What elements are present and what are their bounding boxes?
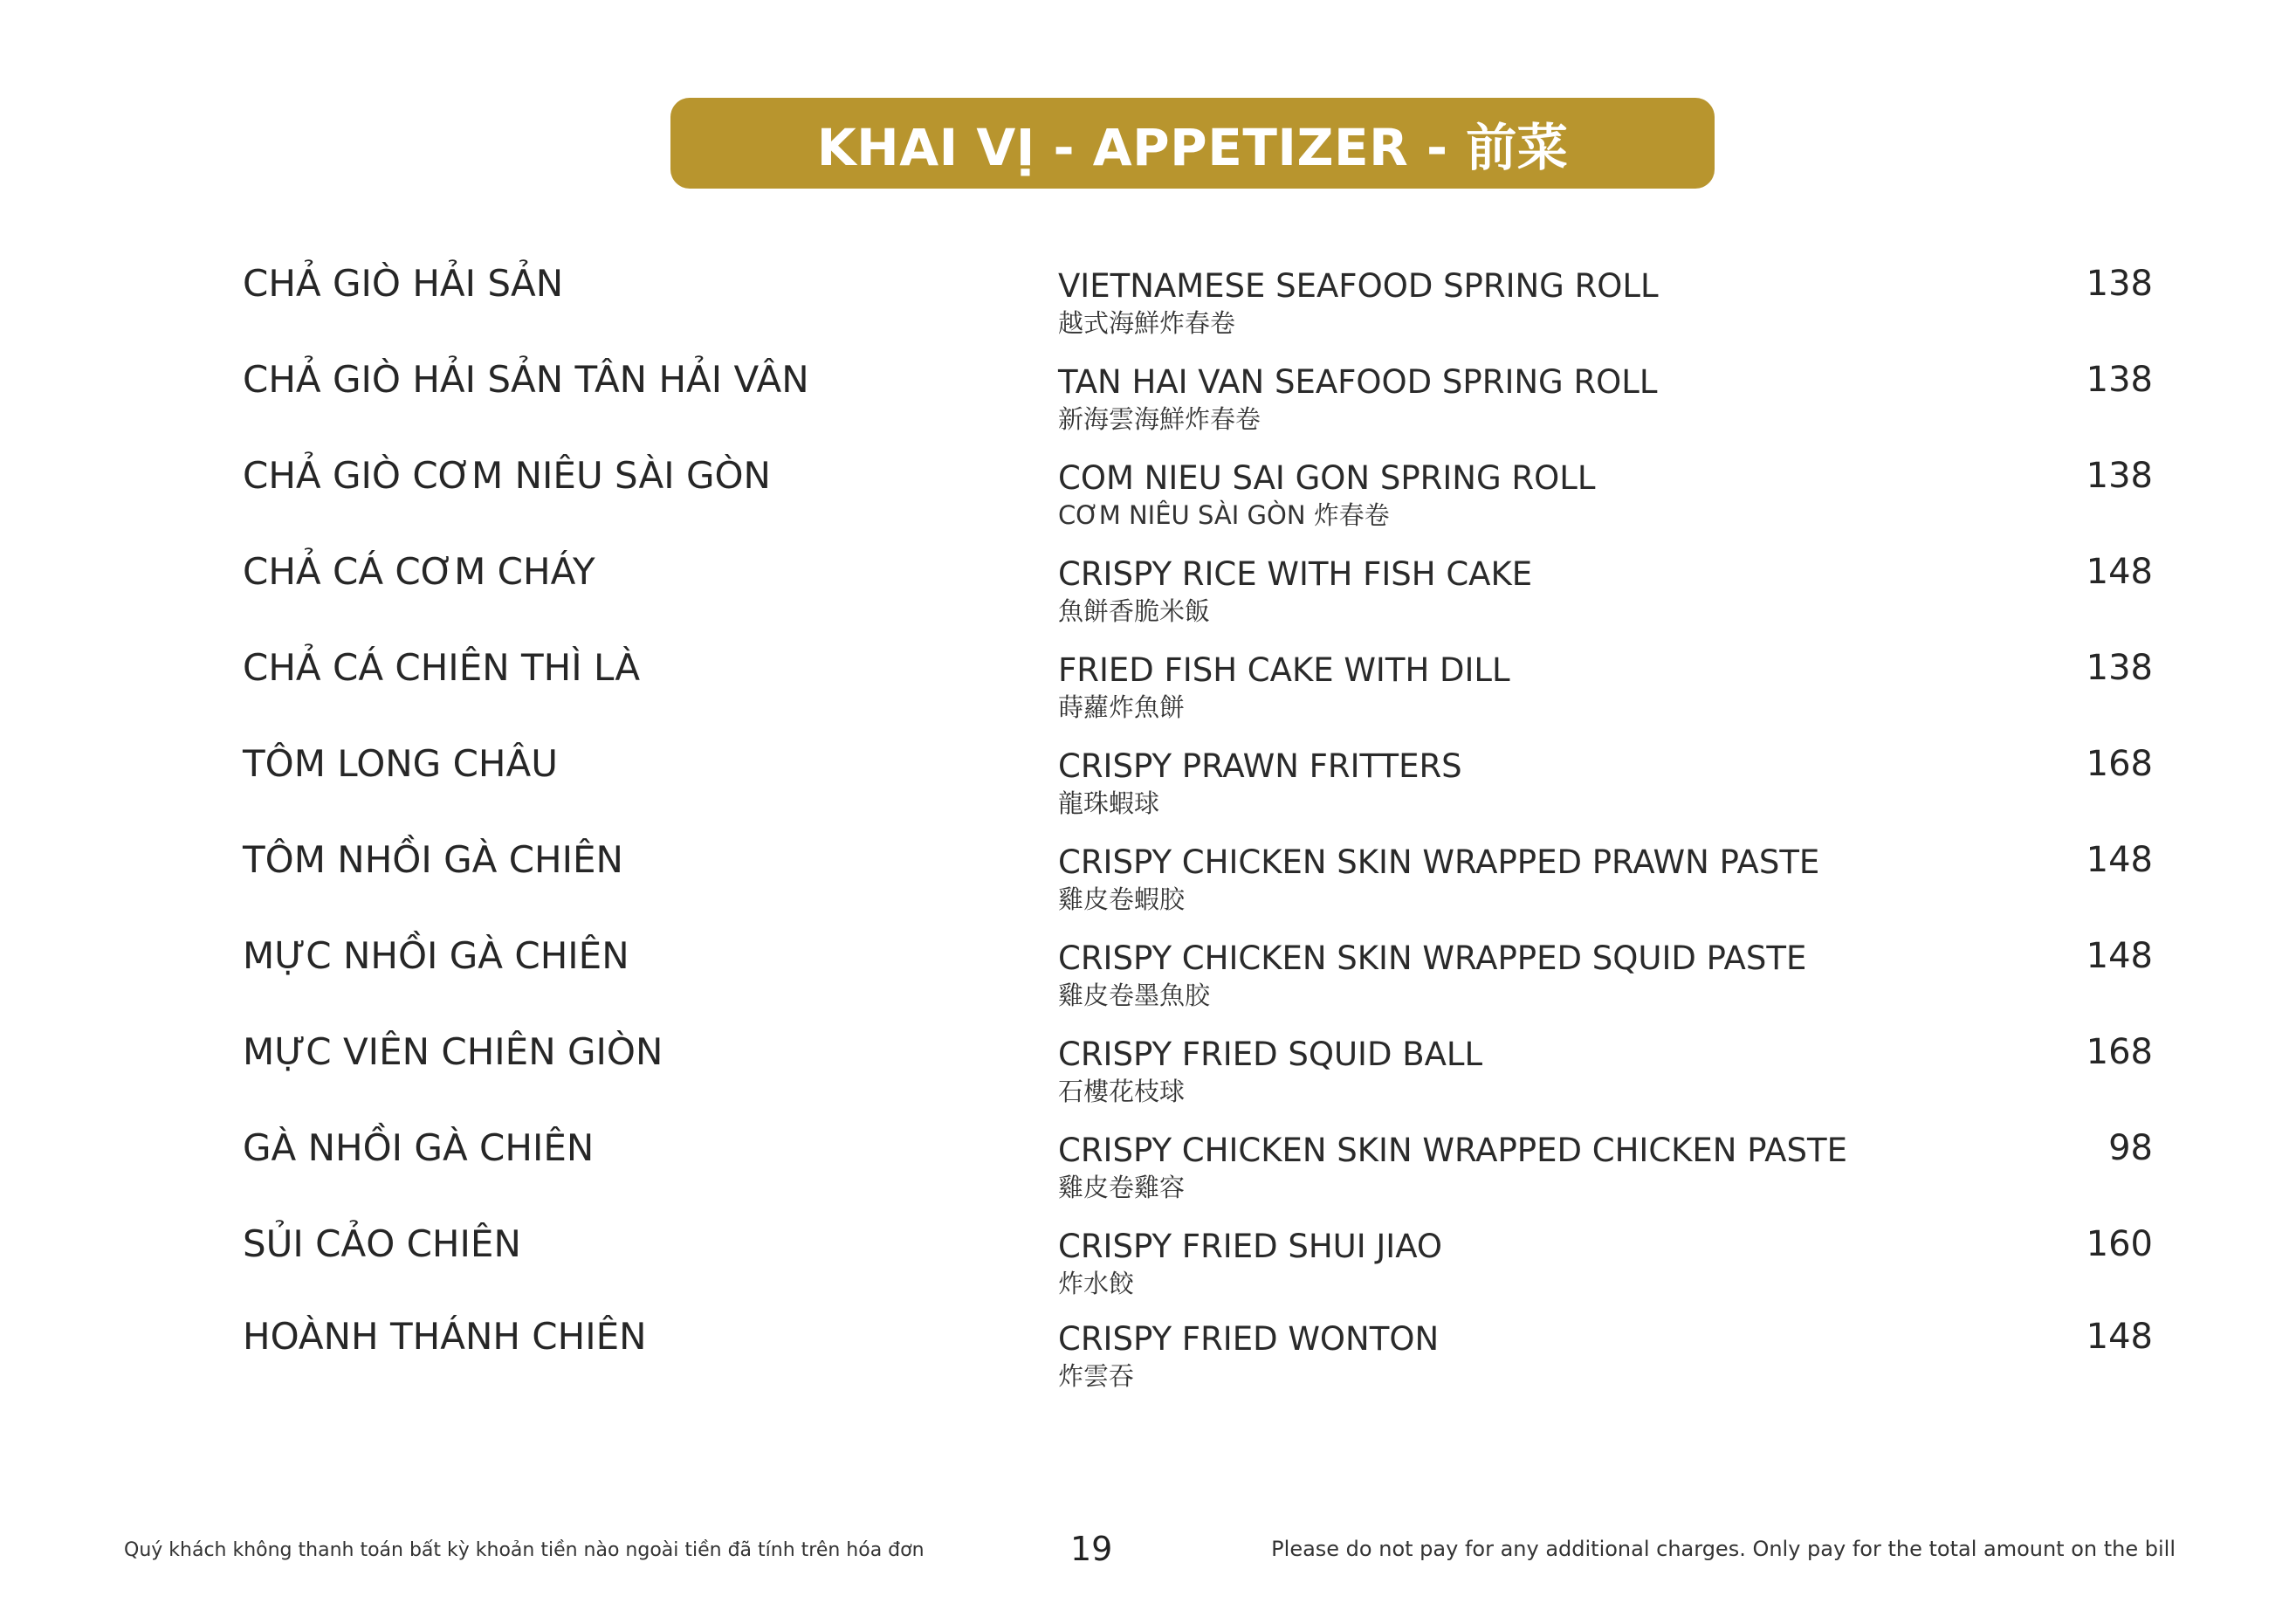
- item-name-chinese: 雞皮卷雞容: [1058, 1173, 1186, 1202]
- menu-item: [0, 355, 2296, 443]
- item-name-english: CRISPY FRIED WONTON: [1058, 1320, 1440, 1358]
- item-price: 98: [2108, 1128, 2153, 1168]
- item-name-english: COM NIEU SAI GON SPRING ROLL: [1058, 459, 1596, 497]
- item-name-vietnamese: TÔM NHỒI GÀ CHIÊN: [243, 838, 623, 881]
- item-name-english: CRISPY CHICKEN SKIN WRAPPED PRAWN PASTE: [1058, 843, 1820, 881]
- item-name-english: CRISPY CHICKEN SKIN WRAPPED SQUID PASTE: [1058, 939, 1807, 977]
- item-name-vietnamese: CHẢ GIÒ HẢI SẢN TÂN HẢI VÂN: [243, 358, 809, 401]
- menu-item: [0, 1312, 2296, 1400]
- item-price: 138: [2086, 360, 2153, 400]
- menu-item: [0, 643, 2296, 731]
- menu-item: [0, 451, 2296, 539]
- item-name-english: CRISPY FRIED SHUI JIAO: [1058, 1228, 1443, 1265]
- item-name-vietnamese: CHẢ CÁ CHIÊN THÌ LÀ: [243, 646, 641, 689]
- item-price: 168: [2086, 744, 2153, 784]
- item-name-english: CRISPY PRAWN FRITTERS: [1058, 747, 1462, 785]
- item-name-chinese: 石樓花枝球: [1058, 1077, 1186, 1106]
- footer-note-vietnamese: Quý khách không thanh toán bất kỳ khoản tiền nào ngoài tiền đã tính trên hóa đơn: [124, 1539, 925, 1561]
- section-title: KHAI VỊ - APPETIZER - 前菜: [816, 118, 1569, 177]
- item-name-english: CRISPY FRIED SQUID BALL: [1058, 1036, 1483, 1073]
- item-name-vietnamese: CHẢ GIÒ CƠM NIÊU SÀI GÒN: [243, 454, 771, 497]
- item-name-english: FRIED FISH CAKE WITH DILL: [1058, 651, 1510, 689]
- item-name-vietnamese: TÔM LONG CHÂU: [243, 742, 558, 785]
- item-name-chinese: CƠM NIÊU SÀI GÒN 炸春卷: [1058, 500, 1390, 530]
- item-price: 138: [2086, 648, 2153, 688]
- item-price: 168: [2086, 1032, 2153, 1072]
- item-name-chinese: 炸水餃: [1058, 1269, 1135, 1298]
- item-name-vietnamese: MỰC VIÊN CHIÊN GIÒN: [243, 1030, 663, 1073]
- item-name-chinese: 雞皮卷墨魚胶: [1058, 981, 1211, 1010]
- item-name-english: CRISPY RICE WITH FISH CAKE: [1058, 555, 1533, 593]
- item-name-english: CRISPY CHICKEN SKIN WRAPPED CHICKEN PASTE: [1058, 1132, 1847, 1169]
- menu-item: [0, 932, 2296, 1019]
- item-name-english: VIETNAMESE SEAFOOD SPRING ROLL: [1058, 267, 1659, 305]
- item-price: 148: [2086, 1317, 2153, 1357]
- item-name-vietnamese: GÀ NHỒI GÀ CHIÊN: [243, 1126, 595, 1169]
- item-name-chinese: 越式海鮮炸春卷: [1058, 308, 1236, 338]
- footer-note-english: Please do not pay for any additional charges. Only pay for the total amount on the bill: [1271, 1537, 2176, 1561]
- item-name-chinese: 新海雲海鮮炸春卷: [1058, 404, 1261, 434]
- menu-item: [0, 1124, 2296, 1211]
- item-name-chinese: 蒔蘿炸魚餅: [1058, 692, 1186, 722]
- page-number: 19: [1070, 1530, 1113, 1568]
- item-name-vietnamese: MỰC NHỒI GÀ CHIÊN: [243, 934, 629, 977]
- menu-item: [0, 740, 2296, 827]
- menu-item: [0, 836, 2296, 923]
- item-name-vietnamese: SỦI CẢO CHIÊN: [243, 1222, 521, 1265]
- menu-item: [0, 1220, 2296, 1307]
- item-name-chinese: 魚餅香脆米飯: [1058, 596, 1211, 626]
- menu-item: [0, 259, 2296, 347]
- item-price: 160: [2086, 1224, 2153, 1264]
- item-name-chinese: 龍珠蝦球: [1058, 788, 1160, 818]
- item-price: 148: [2086, 552, 2153, 592]
- item-name-vietnamese: HOÀNH THÁNH CHIÊN: [243, 1315, 647, 1358]
- item-name-chinese: 炸雲吞: [1058, 1361, 1135, 1391]
- item-name-vietnamese: CHẢ CÁ CƠM CHÁY: [243, 550, 595, 593]
- item-price: 148: [2086, 840, 2153, 880]
- item-price: 138: [2086, 264, 2153, 304]
- item-name-english: TAN HAI VAN SEAFOOD SPRING ROLL: [1058, 363, 1658, 401]
- menu-item: [0, 1028, 2296, 1115]
- item-name-vietnamese: CHẢ GIÒ HẢI SẢN: [243, 262, 564, 305]
- item-price: 138: [2086, 456, 2153, 496]
- menu-item: [0, 547, 2296, 635]
- item-name-chinese: 雞皮卷蝦胶: [1058, 884, 1186, 914]
- item-price: 148: [2086, 936, 2153, 976]
